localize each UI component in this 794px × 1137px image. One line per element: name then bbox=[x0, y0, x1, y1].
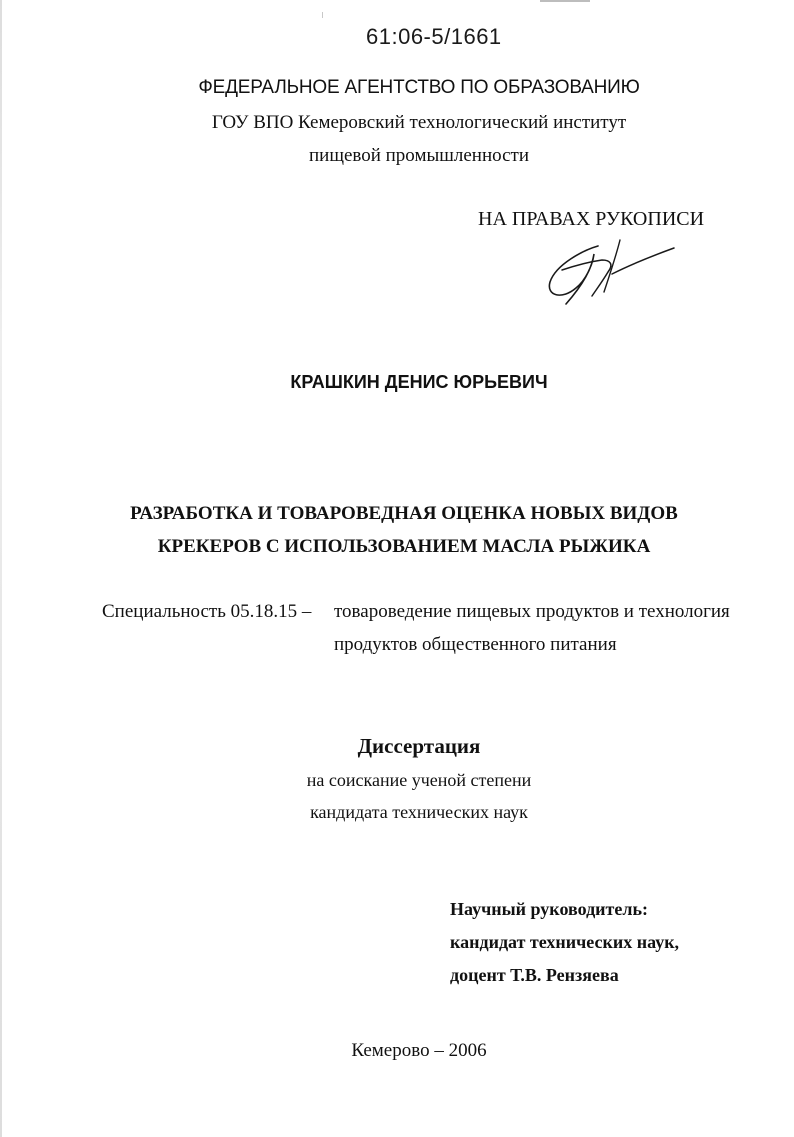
institute-name-line1: ГОУ ВПО Кемеровский технологический институт bbox=[211, 112, 627, 133]
document-type: Диссертация bbox=[357, 734, 481, 758]
handwritten-signature bbox=[536, 230, 686, 310]
agency-name: ФЕДЕРАЛЬНОЕ АГЕНТСТВО ПО ОБРАЗОВАНИЮ bbox=[198, 77, 640, 98]
advisor-name: доцент Т.В. Рензяева bbox=[450, 965, 619, 985]
scan-tick bbox=[322, 12, 323, 18]
specialty-name-line2: продуктов общественного питания bbox=[334, 634, 617, 655]
degree-purpose-line1: на соискание ученой степени bbox=[306, 770, 532, 790]
specialty-name-line1: товароведение пищевых продуктов и технология bbox=[334, 601, 730, 622]
author-name: КРАШКИН ДЕНИС ЮРЬЕВИЧ bbox=[290, 372, 548, 392]
manuscript-rights: НА ПРАВАХ РУКОПИСИ bbox=[478, 208, 705, 230]
institute-name-line2: пищевой промышленности bbox=[308, 145, 529, 166]
thesis-title-line1: РАЗРАБОТКА И ТОВАРОВЕДНАЯ ОЦЕНКА НОВЫХ ВИДОВ bbox=[130, 503, 678, 524]
archive-code: 61:06-5/1661 bbox=[366, 24, 502, 49]
degree-purpose-line2: кандидата технических наук bbox=[310, 802, 528, 822]
scan-mark bbox=[540, 0, 590, 2]
advisor-heading: Научный руководитель: bbox=[450, 899, 648, 919]
city-year: Кемерово – 2006 bbox=[351, 1040, 487, 1061]
advisor-degree: кандидат технических наук, bbox=[450, 932, 680, 952]
thesis-title-line2: КРЕКЕРОВ С ИСПОЛЬЗОВАНИЕМ МАСЛА РЫЖИКА bbox=[157, 536, 651, 557]
specialty-code: Специальность 05.18.15 – bbox=[102, 601, 312, 622]
scan-edge bbox=[0, 0, 2, 1137]
